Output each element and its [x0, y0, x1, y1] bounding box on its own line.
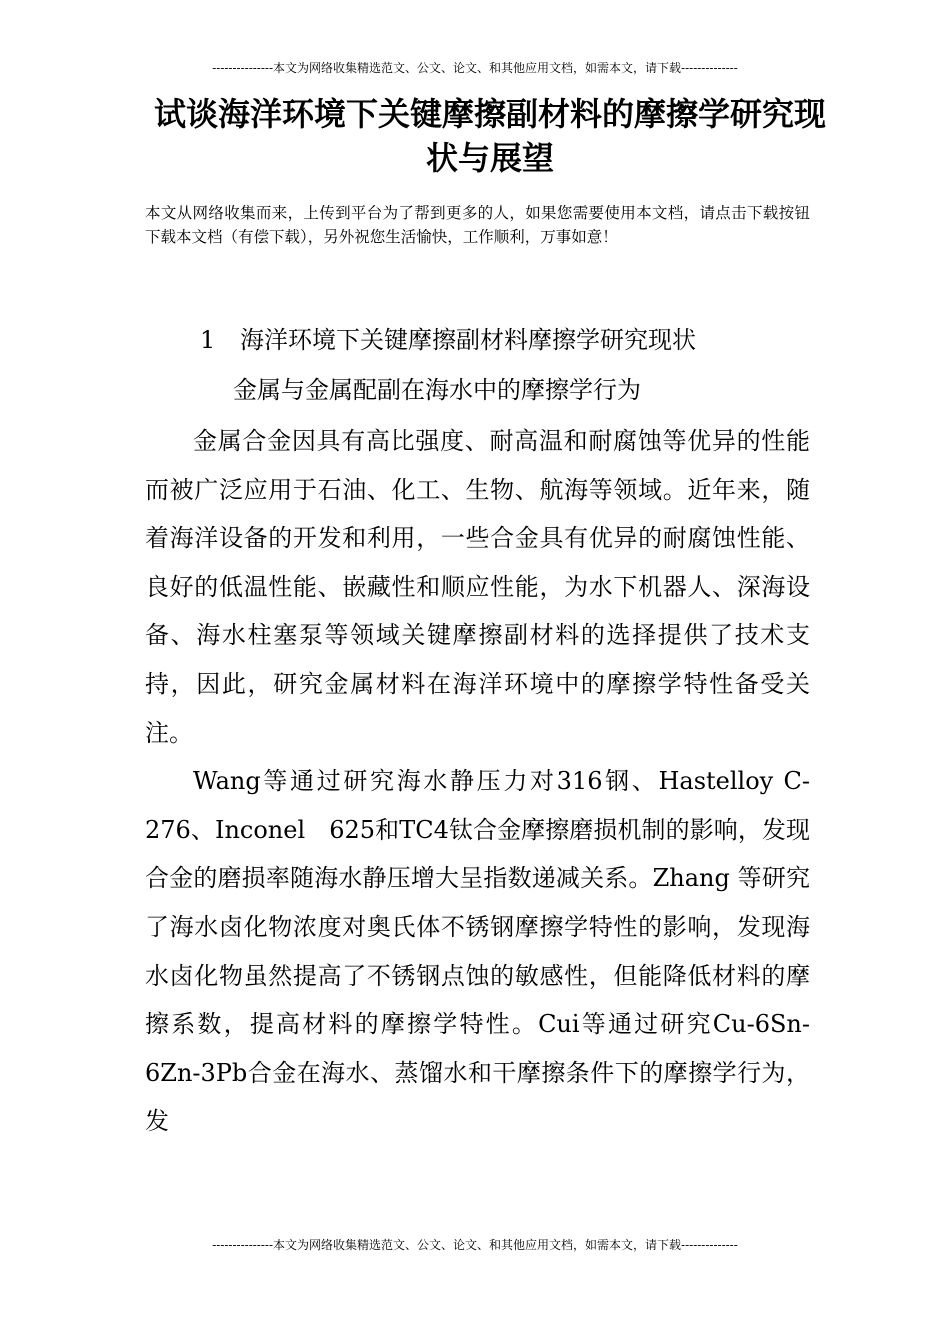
section-heading	[200, 320, 696, 360]
section-number: 1	[200, 326, 216, 354]
section-heading-text: 海洋环境下关键摩擦副材料摩擦学研究现状	[240, 326, 696, 354]
paragraph-metal-alloys: 金属合金因具有高比强度、耐高温和耐腐蚀等优异的性能而被广泛应用于石油、化工、生物、航海等领域。近年来，随着海洋设备的开发和利用，一些合金具有优异的耐腐蚀性能、良好的低温性能、嵌藏性和顺应性能，为水下机器人、深海设备、海水柱塞泵等领域关键摩擦副材料的选择提供了技术支持，因此，研究金属材料在海洋环境中的摩擦学特性备受关注。	[145, 427, 810, 747]
running-footer: ---------------本文为网络收集精选范文、公文、论文、和其他应用文档，如需本文，请下载--------------	[212, 1238, 738, 1252]
subsection-heading: 金属与金属配副在海水中的摩擦学行为	[233, 376, 641, 404]
running-header: ---------------本文为网络收集精选范文、公文、论文、和其他应用文档，如需本文，请下载--------------	[212, 61, 738, 75]
body-text	[145, 417, 810, 1146]
paragraph-research-review: Wang等通过研究海水静压力对316钢、Hastelloy C-276、Inconel 625和TC4钛合金摩擦磨损机制的影响，发现合金的磨损率随海水静压增大呈指数递减关系。Zhang 等研究了海水卤化物浓度对奥氏体不锈钢摩擦学特性的影响，发现海水卤化物虽然提高了不锈钢点蚀的敏感性，但能降低材料的摩擦系数，提高材料的摩擦学特性。Cui等通过研究Cu-6Sn-6Zn-3Pb合金在海水、蒸馏水和干摩擦条件下的摩擦学行为，发	[145, 767, 810, 1136]
download-notice: 本文从网络收集而来，上传到平台为了帮到更多的人，如果您需要使用本文档，请点击下载按钮下载本文档（有偿下载），另外祝您生活愉快，工作顺利，万事如意！	[145, 204, 810, 246]
document-title: 试谈海洋环境下关键摩擦副材料的摩擦学研究现状与展望	[153, 95, 826, 177]
